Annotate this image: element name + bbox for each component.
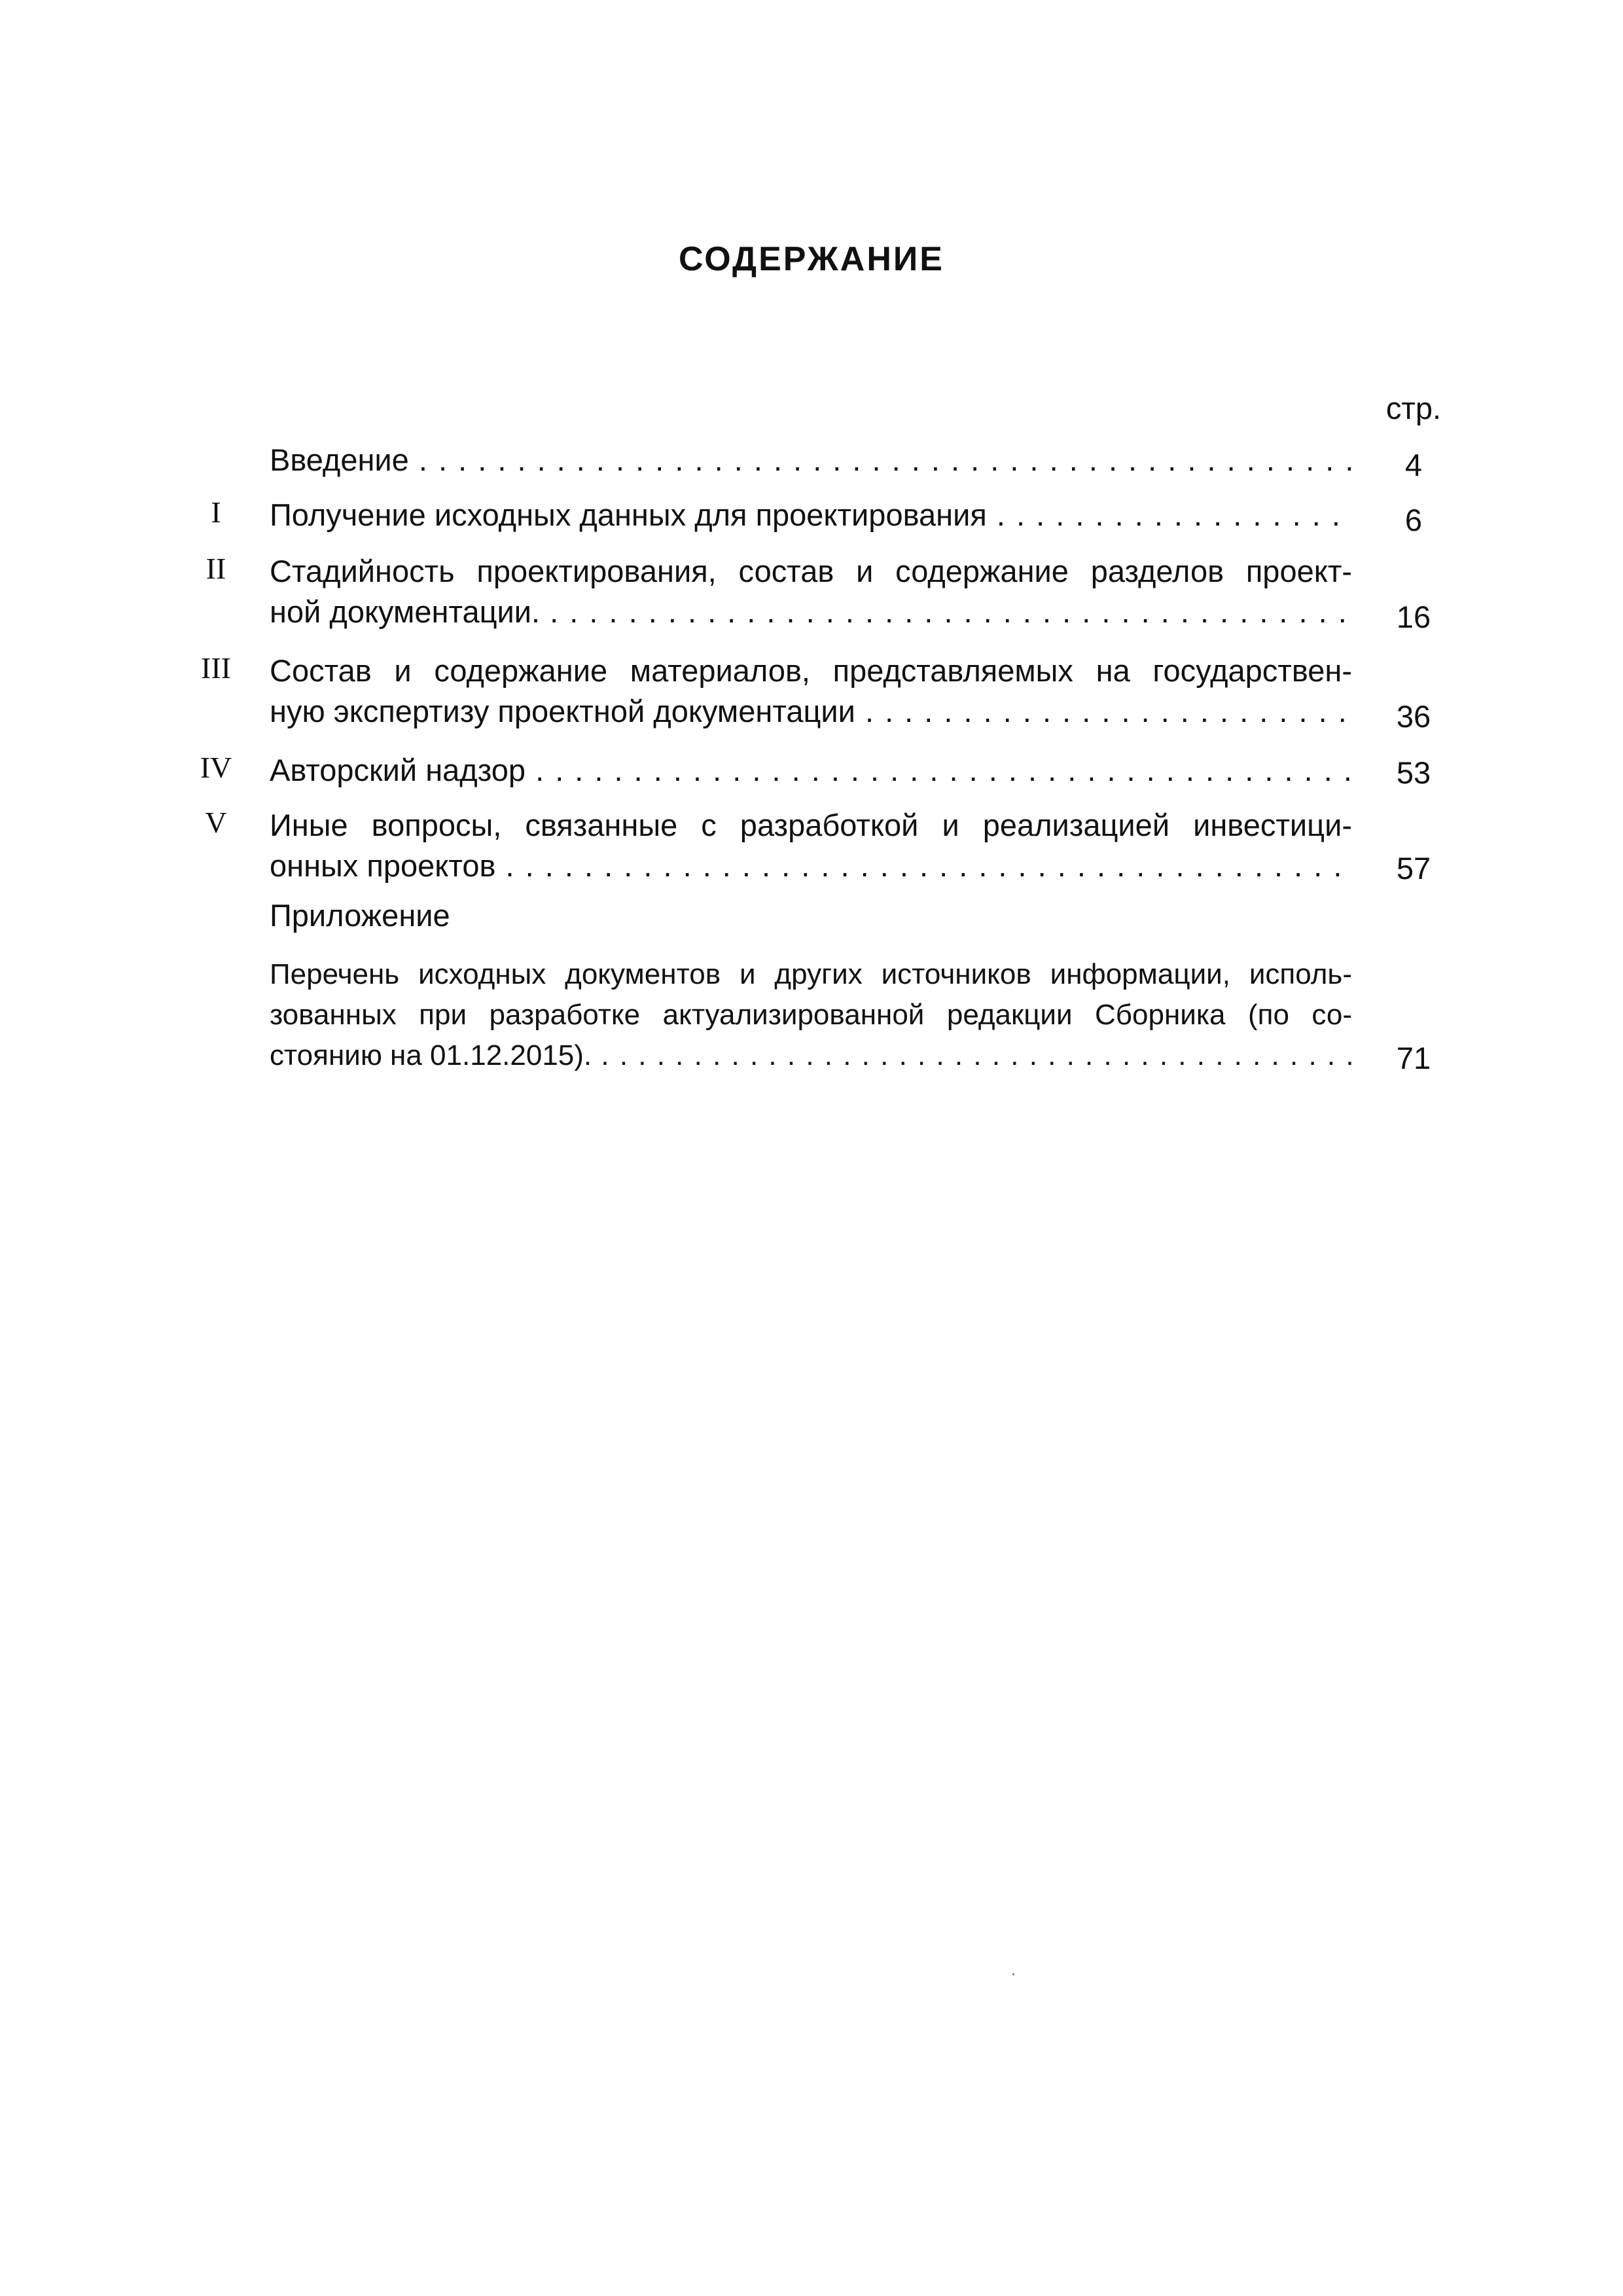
toc-entry-number: III: [201, 651, 231, 685]
toc-page-number: 53: [1396, 755, 1431, 790]
toc-entry-number: V: [205, 806, 227, 839]
toc-entry-label-line-2: онных проектов . . .: [270, 848, 1352, 883]
toc-page-number: 4: [1404, 448, 1423, 482]
toc-page-number: 71: [1396, 1041, 1431, 1075]
toc-entry-label-line-2: ную экспертизу проектной документации . . .: [270, 694, 1352, 728]
toc-entry-label-line-2: ной документации. . . .: [270, 594, 1352, 629]
toc-entry-label-line-3: стоянию на 01.12.2015). . . .: [270, 1039, 1352, 1071]
toc-entry-label-line-1: Состав и содержание материалов, представляемых на государствен-: [270, 653, 1352, 688]
toc-page-number: 36: [1396, 699, 1431, 734]
toc-page-number: 57: [1396, 851, 1431, 886]
toc-page-number: 16: [1396, 600, 1431, 634]
toc-entry-number: IV: [200, 751, 232, 784]
toc-entry-number: II: [205, 552, 226, 585]
toc-entry-label: Получение исходных данных для проектирования . . .: [270, 497, 1352, 532]
page-title: СОДЕРЖАНИЕ: [679, 240, 944, 278]
page-column-header: стр.: [1385, 391, 1442, 425]
toc-entry-label: Авторский надзор . . .: [270, 753, 1352, 787]
toc-entry-number: I: [211, 495, 221, 529]
toc-entry-label-line-2: зованных при разработке актуализированной редакции Сборника (по со-: [270, 999, 1352, 1031]
toc-page-number: 6: [1404, 503, 1423, 537]
toc-entry-label-line-1: Стадийность проектирования, состав и содержание разделов проект-: [270, 554, 1352, 588]
toc-entry-label-line-1: Перечень исходных документов и других источников информации, исполь-: [270, 958, 1352, 990]
toc-entry-label: Введение . . .: [270, 442, 1352, 477]
toc-appendix-heading: Приложение: [270, 898, 450, 933]
toc-entry-label-line-1: Иные вопросы, связанные с разработкой и реализацией инвестици-: [270, 808, 1352, 842]
scan-speck: [1012, 1973, 1014, 1975]
